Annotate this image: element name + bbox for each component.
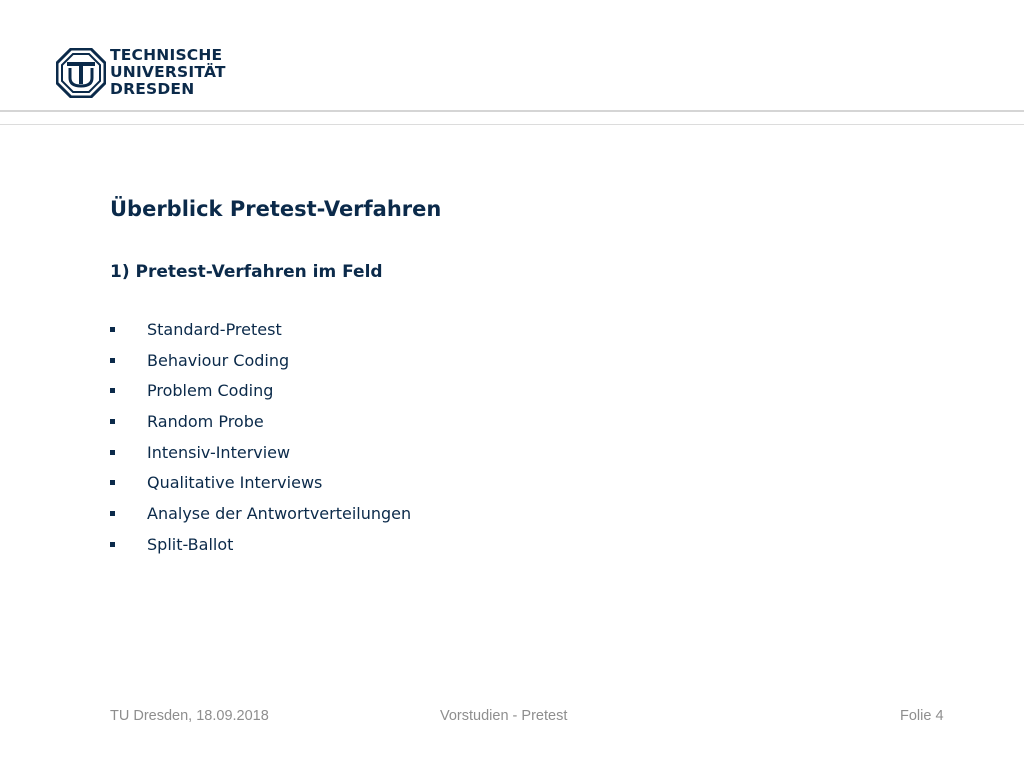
slide-header (0, 0, 1024, 112)
logo-wordmark (110, 47, 226, 98)
header-divider-bottom (0, 124, 1024, 125)
list-item-text: Standard-Pretest (147, 320, 282, 339)
logo-line-2: UNIVERSITÄT (110, 63, 226, 81)
bullet-square-icon (110, 419, 115, 424)
list-item-text: Behaviour Coding (147, 350, 290, 370)
list-item-text: Problem Coding (147, 381, 274, 401)
list-item-text: Split-Ballot (147, 534, 234, 554)
bullet-square-icon (110, 450, 115, 455)
logo-line-3: DRESDEN (110, 80, 195, 98)
bullet-square-icon (110, 358, 115, 363)
footer-date: TU Dresden, 18.09.2018 (110, 708, 269, 724)
bullet-square-icon (110, 511, 115, 516)
bullet-square-icon (110, 388, 115, 393)
tu-dresden-logo-icon (56, 48, 106, 98)
logo-line-1: TECHNISCHE (110, 46, 223, 64)
footer-slide-number: Folie 4 (900, 708, 944, 724)
list-item-text: Intensiv-Interview (147, 442, 291, 462)
bullet-square-icon (110, 327, 115, 332)
header-divider-top (0, 110, 1024, 112)
slide-title: Überblick Pretest-Verfahren (110, 197, 442, 221)
bullet-square-icon (110, 480, 115, 485)
list-item-text: Qualitative Interviews (147, 473, 323, 493)
list-item-text: Analyse der Antwortverteilungen (147, 504, 412, 524)
slide-subtitle: 1) Pretest-Verfahren im Feld (110, 262, 383, 282)
list-item-text: Random Probe (147, 412, 264, 432)
bullet-square-icon (110, 542, 115, 547)
footer-topic: Vorstudien - Pretest (440, 708, 568, 724)
